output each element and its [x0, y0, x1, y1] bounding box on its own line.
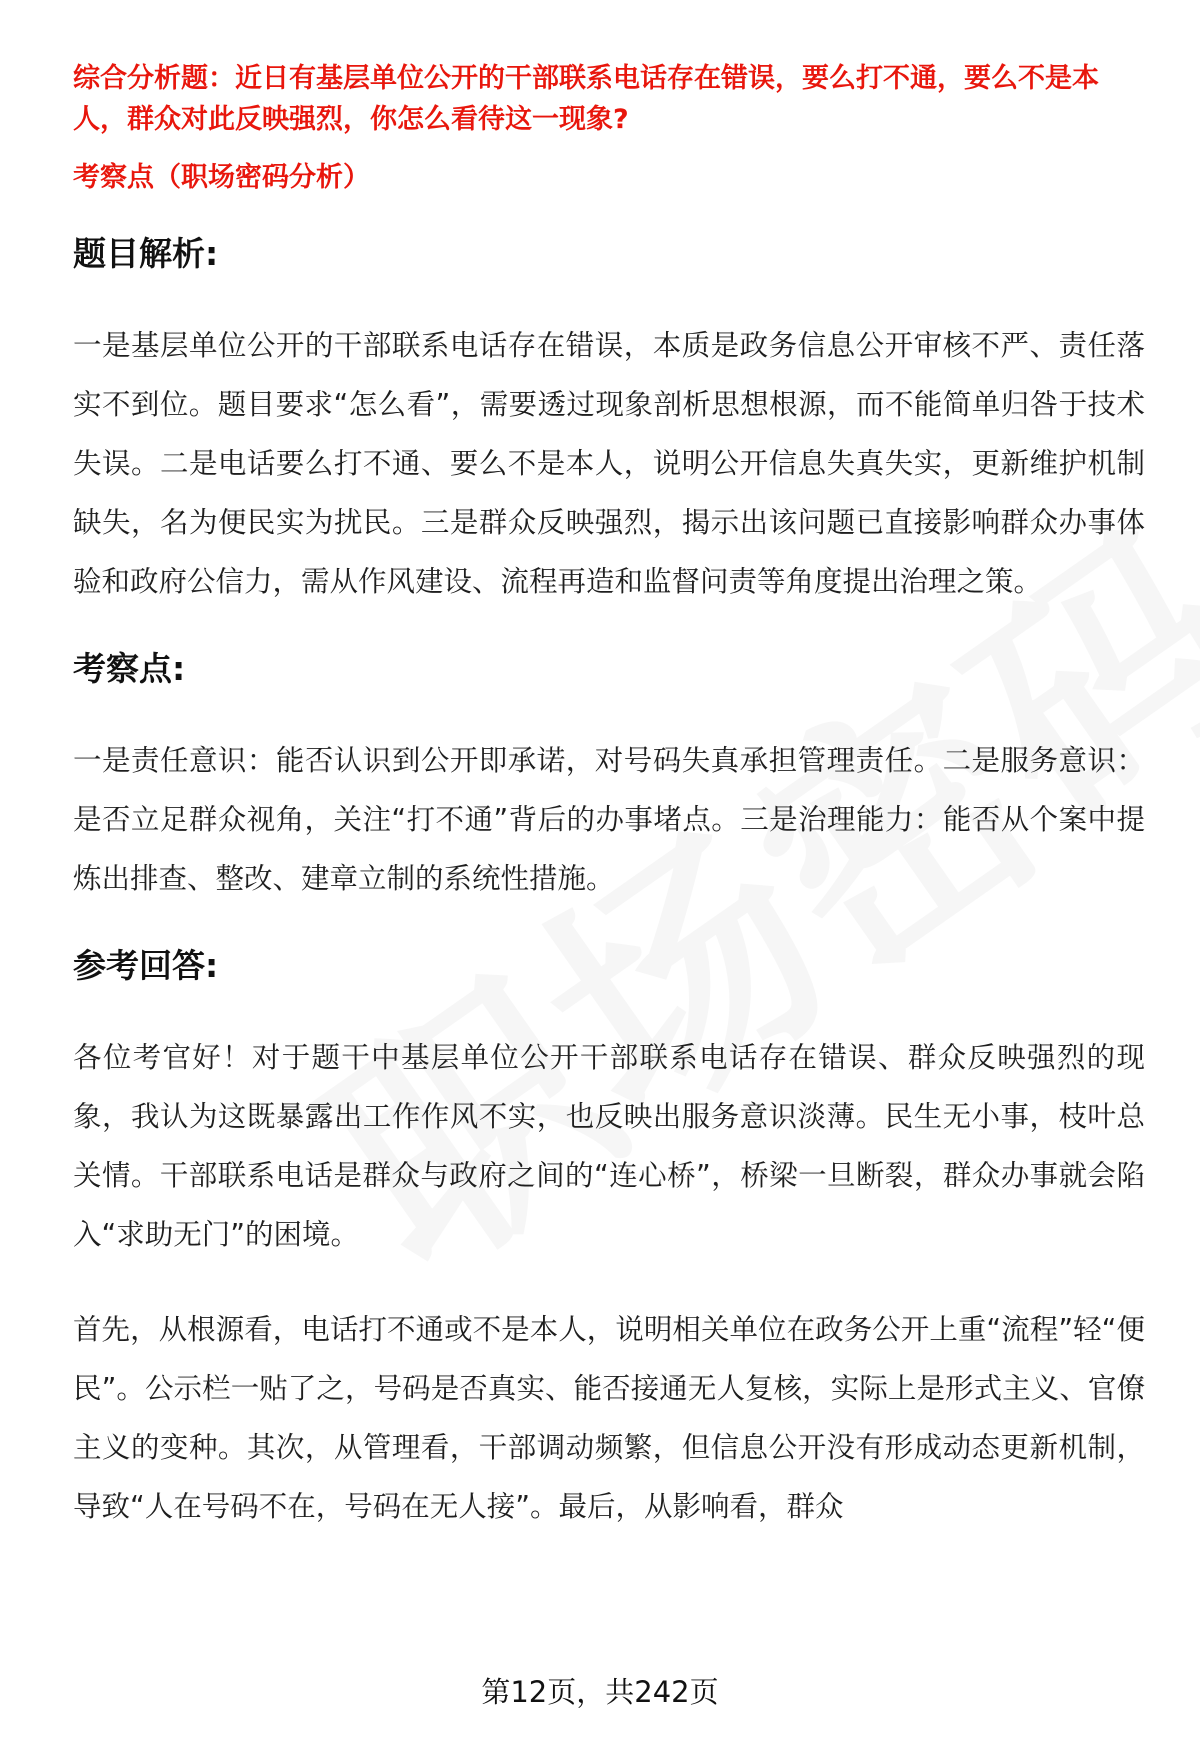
- section-analysis: [73, 234, 1145, 611]
- exam-point-label: 考察点（职场密码分析）: [73, 162, 370, 193]
- paragraph: 一是责任意识：能否认识到公开即承诺，对号码失真承担管理责任。二是服务意识：是否立足群众视角，关注“打不通”背后的办事堵点。三是治理能力：能否从个案中提炼出排查、整改、建章立制的系统性措施。: [73, 744, 1145, 895]
- section-heading: 考察点:: [73, 649, 186, 688]
- document-page: [73, 58, 1145, 1572]
- section-heading: 参考回答:: [73, 946, 219, 985]
- page-number-footer: 第12页，共242页: [481, 1675, 719, 1709]
- paragraph: 一是基层单位公开的干部联系电话存在错误，本质是政务信息公开审核不严、责任落实不到位。题目要求“怎么看”，需要透过现象剖析思想根源，而不能简单归咎于技术失误。二是电话要么打不通、要么不是本人，说明公开信息失真失实，更新维护机制缺失，名为便民实为扰民。三是群众反映强烈，揭示出该问题已直接影响群众办事体验和政府公信力，需从作风建设、流程再造和监督问责等角度提出治理之策。: [73, 329, 1145, 598]
- section-exam-points: [73, 649, 1145, 908]
- section-heading: 题目解析:: [73, 234, 219, 273]
- paragraph: 各位考官好！对于题干中基层单位公开干部联系电话存在错误、群众反映强烈的现象，我认为这既暴露出工作作风不实，也反映出服务意识淡薄。民生无小事，枝叶总关情。干部联系电话是群众与政府之间的“连心桥”，桥梁一旦断裂，群众办事就会陷入“求助无门”的困境。: [73, 1041, 1145, 1251]
- section-reference-answer: [73, 946, 1145, 1536]
- question-text: 综合分析题：近日有基层单位公开的干部联系电话存在错误，要么打不通，要么不是本人，群众对此反映强烈，你怎么看待这一现象?: [73, 63, 1099, 135]
- paragraph: 首先，从根源看，电话打不通或不是本人，说明相关单位在政务公开上重“流程”轻“便民”。公示栏一贴了之，号码是否真实、能否接通无人复核，实际上是形式主义、官僚主义的变种。其次，从管理看，干部调动频繁，但信息公开没有形成动态更新机制，导致“人在号码不在，号码在无人接”。最后，从影响看，群众: [73, 1313, 1145, 1523]
